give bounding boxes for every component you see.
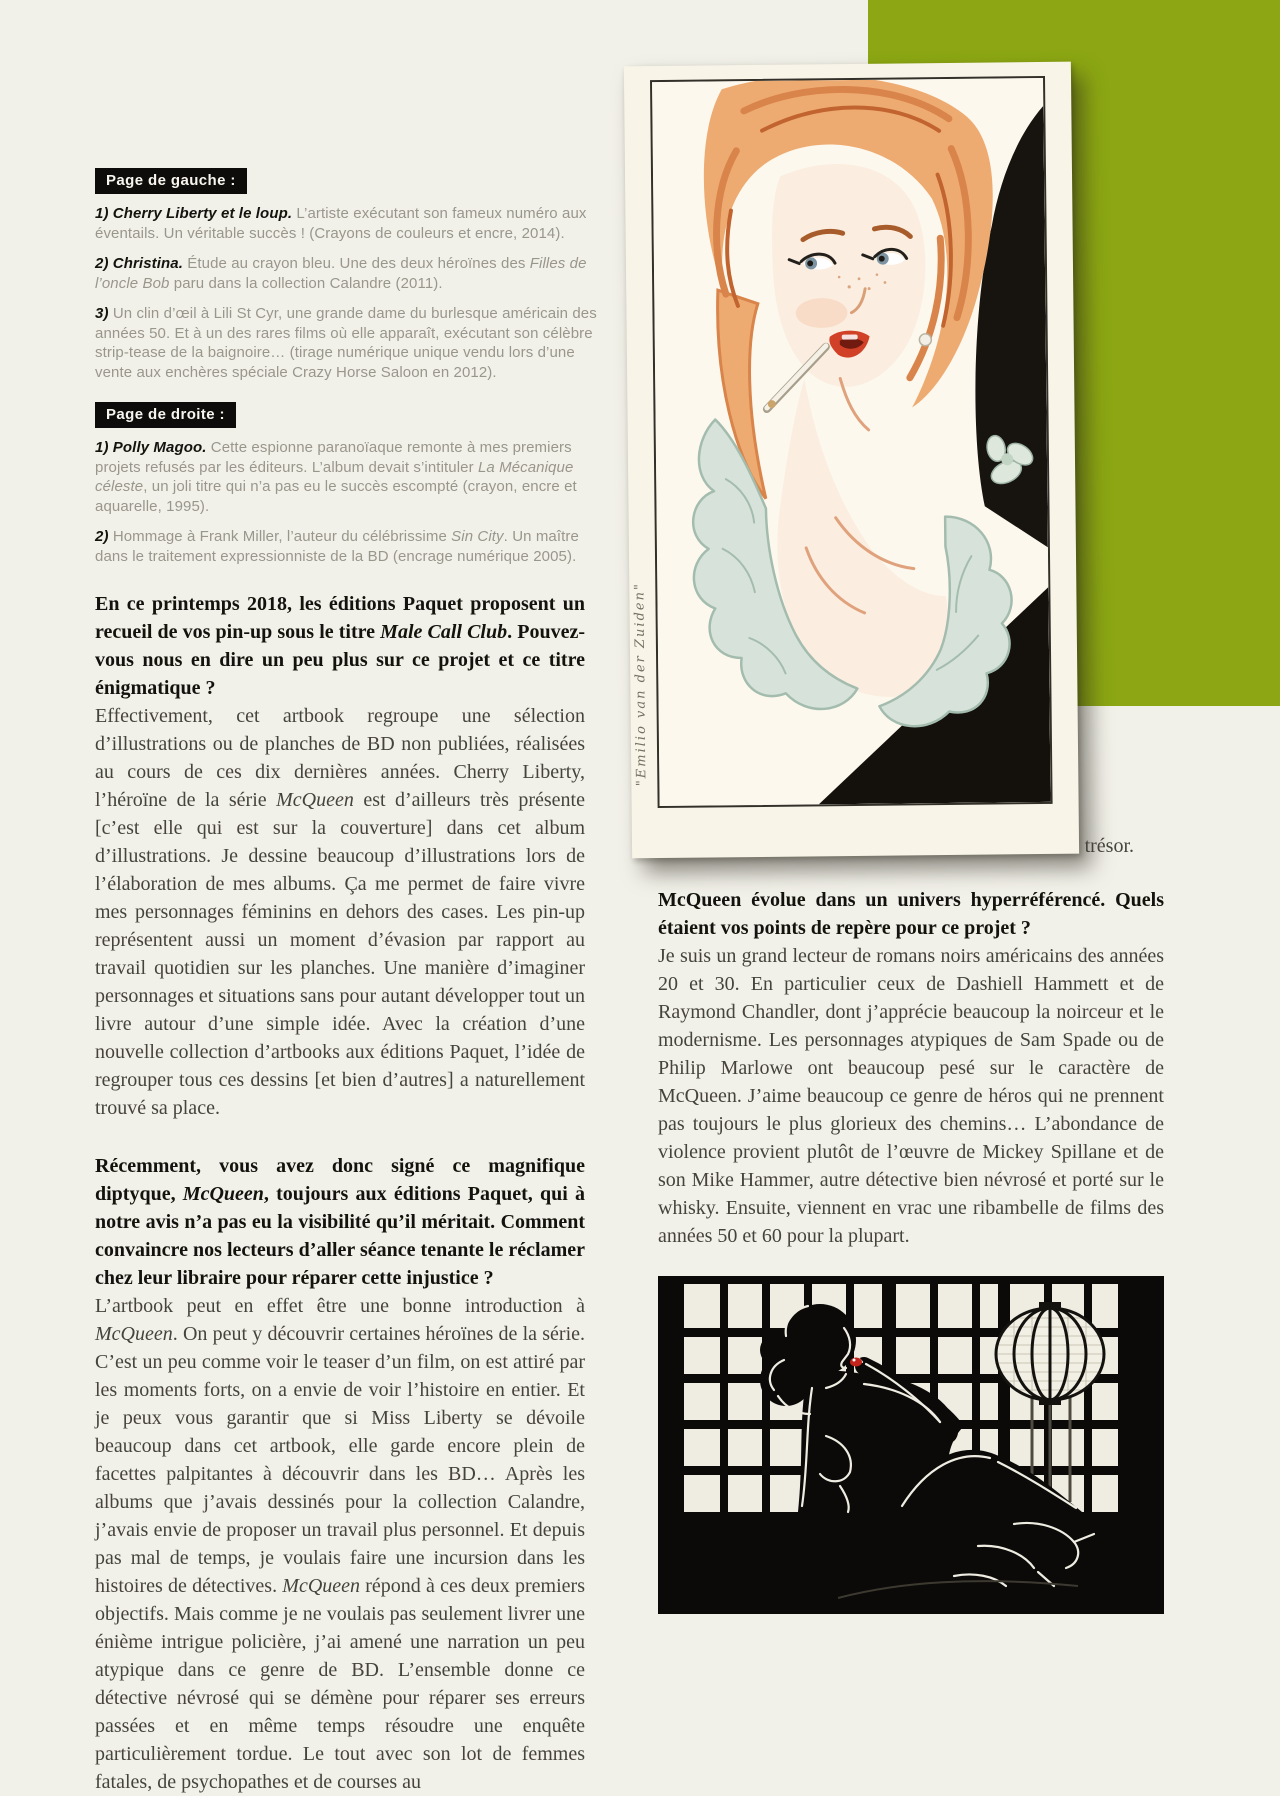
carryover-text: trésor. bbox=[1084, 835, 1134, 857]
question-paragraph: En ce printemps 2018, les éditions Paquet proposent un recueil de vos pin-up sous le titre Male Call Club. Pouvez-vous nous en dire un peu plus sur ce projet et ce titre énigmatique ? bbox=[95, 593, 585, 699]
caption-item: 1) Polly Magoo. Cette espionne paranoïaque remonte à mes premiers projets refusés par les éditeurs. L’album devait s’intituler La Mécanique céleste, un joli titre qui n’a pas eu le succès escompté (crayon, encre et aquarelle, 1995). bbox=[95, 439, 577, 515]
answer-paragraph: L’artbook peut en effet être une bonne introduction à McQueen. On peut y découvrir certaines héroïnes de la série. C’est un peu comme voir le teaser d’un film, on est attiré par les moments forts, on a envie de voir l’histoire en entier. Et je peux vous garantir que si Miss Liberty se dévoile beaucoup dans cet artbook, elle garde encore plein de facettes palpitantes à découvrir dans les BD… Après les albums que j’avais dessinés pour la collection Calandre, j’avais envie de proposer un travail plus personnel. Et depuis pas mal de temps, je voulais faire une incursion dans les histoires de détectives. McQueen répond à ces deux premiers objectifs. Mais comme je ne voulais pas seulement livrer une énième intrigue policière, j’ai amené une narration un peu atypique dans ce genre de BD. L’ensemble donne ce détective névrosé qui se démène pour réparer ses erreurs passées et en même temps résoudre une enquête particulièrement tordue. Le tout avec son lot de femmes fatales, de psychopathes et de courses au bbox=[95, 1295, 585, 1793]
caption-item: 2) Hommage à Frank Miller, l’auteur du célébrissime Sin City. Un maître dans le traitement expressionniste de la BD (encrage numérique 2005). bbox=[95, 528, 579, 565]
pinup-photo bbox=[624, 62, 1079, 859]
caption-item: 2) Christina. Étude au crayon bleu. Une des deux héroïnes des Filles de l’oncle Bob paru dans la collection Calandre (2011). bbox=[95, 255, 587, 292]
caption-block bbox=[95, 168, 603, 577]
noir-illustration bbox=[658, 1276, 1164, 1614]
pinup-artwork bbox=[650, 76, 1053, 808]
caption-right-label: Page de droite : bbox=[95, 402, 236, 428]
noir-drawing bbox=[658, 1276, 1164, 1614]
pinup-signature: "Emilio van der Zuiden" bbox=[632, 582, 650, 787]
caption-item: 1) Cherry Liberty et le loup. L’artiste exécutant son fameux numéro aux éventails. Un véritable succès ! (Crayons de couleurs et encre, 2014). bbox=[95, 205, 587, 242]
pinup-drawing bbox=[652, 78, 1051, 806]
caption-left-label: Page de gauche : bbox=[95, 168, 247, 194]
answer-paragraph: Effectivement, cet artbook regroupe une sélection d’illustrations ou de planches de BD non publiées, réalisées au cours de ces dix dernières années. Cherry Liberty, l’héroïne de la série McQueen est d’ailleurs très présente [c’est elle qui est sur la couverture] dans cet album d’illustrations. Je dessine beaucoup d’illustrations lors de l’élaboration de mes albums. Ça me permet de faire vivre mes personnages féminins en dehors des cases. Les pin-up représentent aussi un moment d’évasion par rapport au travail quotidien sur les planches. Une manière d’imaginer personnages et situations sans pour autant développer tout un livre autour d’une simple idée. Avec la création d’une nouvelle collection d’artbooks aux éditions Paquet, l’idée de regrouper tous ces dessins [et bien d’autres] a naturellement trouvé sa place. bbox=[95, 705, 585, 1119]
article-column-right bbox=[658, 832, 1164, 1614]
answer-paragraph: Je suis un grand lecteur de romans noirs américains des années 20 et 30. En particulier ceux de Dashiell Hammett et de Raymond Chandler, dont j’apprécie beaucoup la noirceur et le modernisme. Les personnages atypiques de Sam Spade ou de Philip Marlowe ont beaucoup pesé sur le caractère de McQueen. J’aime beaucoup ce genre de héros qui ne prennent pas toujours le plus glorieux des chemins… L’abondance de violence provient plutôt de l’œuvre de Mickey Spillane et de son Mike Hammer, autre détective bien névrosé et porté sur le whisky. Ensuite, viennent en vrac une ribambelle de films des années 50 et 60 pour la plupart. bbox=[658, 945, 1164, 1247]
question-paragraph: Récemment, vous avez donc signé ce magnifique diptyque, McQueen, toujours aux éditions Paquet, qui à notre avis n’a pas eu la visibilité qu’il méritait. Comment convaincre nos lecteurs d’aller séance tenante le réclamer chez leur libraire pour réparer cette injustice ? bbox=[95, 1155, 585, 1289]
article-column-left bbox=[95, 590, 585, 1796]
caption-item: 3) Un clin d’œil à Lili St Cyr, une grande dame du burlesque américain des années 50. Et à un des rares films où elle apparaît, exécutant son célèbre strip-tease de la baignoire… (tirage numérique unique vendu lors d’une vente aux enchères spéciale Crazy Horse Saloon en 2012). bbox=[95, 305, 597, 381]
question-paragraph: McQueen évolue dans un univers hyperréférencé. Quels étaient vos points de repère pour ce projet ? bbox=[658, 889, 1164, 939]
